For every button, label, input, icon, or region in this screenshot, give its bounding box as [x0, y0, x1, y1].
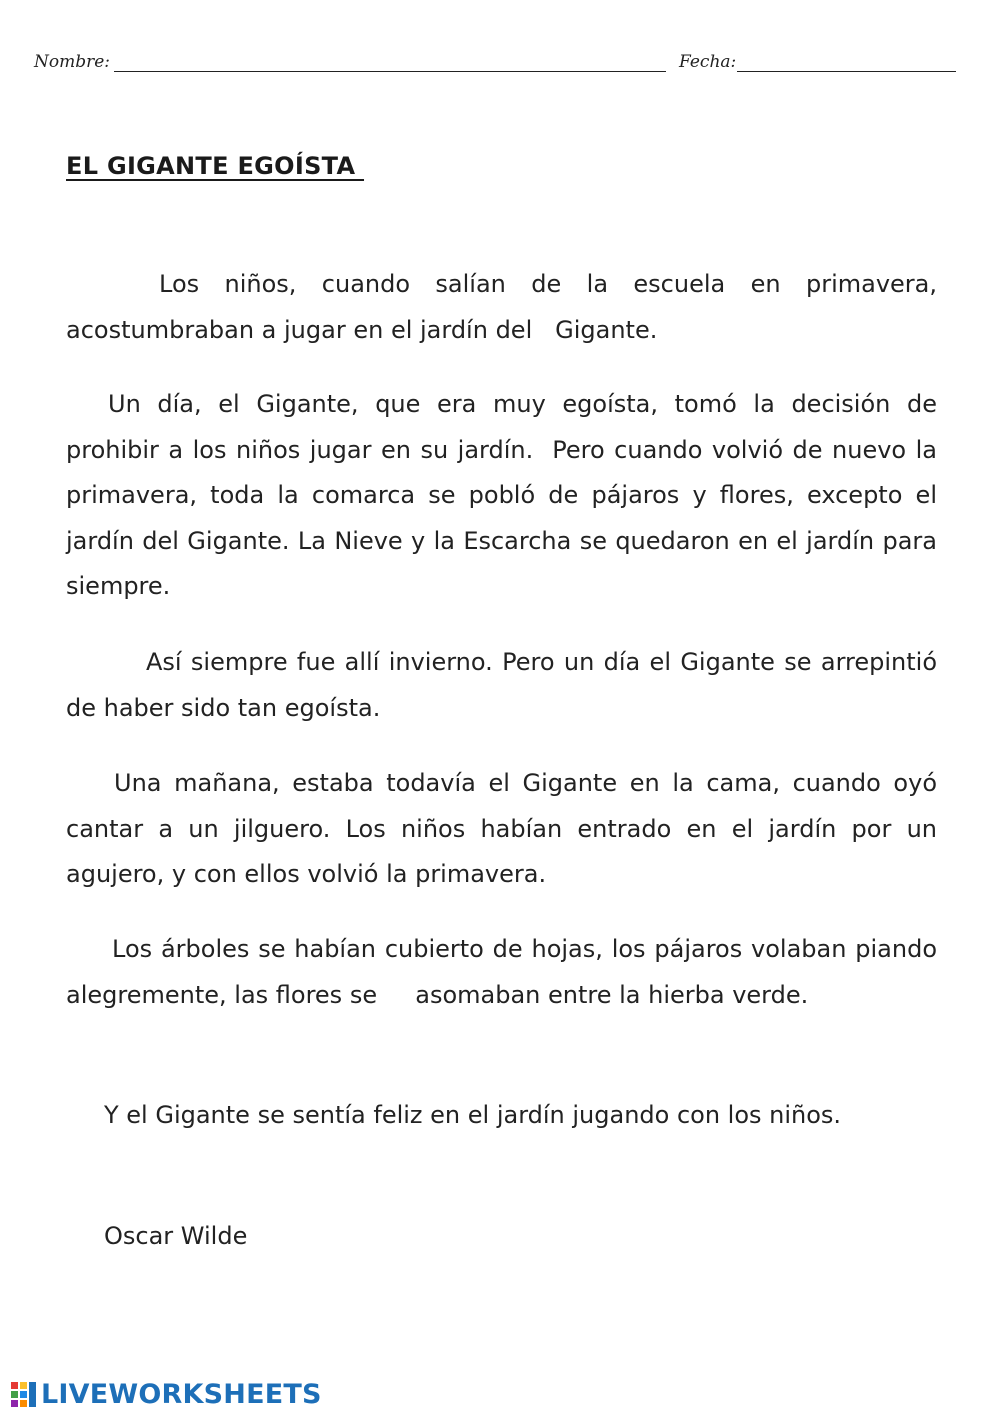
story-paragraph-4: Una mañana, estaba todavía el Gigante en la cama, cuando oyó cantar a un jilguero. Los niños habían entrado en el jardín por un agujero, y con ellos volvió la primavera.	[66, 769, 945, 888]
name-label: Nombre:	[34, 52, 111, 72]
story-paragraph-2: Un día, el Gigante, que era muy egoísta, tomó la decisión de prohibir a los niños jugar en su jardín. Pero cuando volvió de nuevo la primavera, toda la comarca se pobló de pájaros y flores, excepto el jardín del Gigante. La Nieve y la Escarcha se quedaron en el jardín para siempre.	[66, 390, 945, 600]
story-paragraph-1: Los niños, cuando salían de la escuela en primavera, acostumbraban a jugar en el jardín del Gigante.	[66, 270, 945, 344]
author-name: Oscar Wilde	[104, 1222, 248, 1250]
story-paragraph-5: Los árboles se habían cubierto de hojas, los pájaros volaban piando alegremente, las flores se asomaban entre la hierba verde.	[66, 935, 945, 1009]
date-field-line[interactable]	[737, 71, 956, 72]
story-paragraph-3: Así siempre fue allí invierno. Pero un día el Gigante se arrepintió de haber sido tan egoísta.	[66, 648, 945, 722]
liveworksheets-logo-icon	[10, 1380, 38, 1408]
story-paragraph-6: Y el Gigante se sentía feliz en el jardín jugando con los niños.	[104, 1101, 842, 1129]
worksheet-header	[34, 46, 956, 76]
liveworksheets-logo-text: LIVEWORKSHEETS	[41, 1378, 322, 1410]
story-title: EL GIGANTE EGOÍSTA	[66, 152, 365, 180]
date-label: Fecha:	[679, 52, 737, 72]
liveworksheets-logo[interactable]	[10, 1378, 322, 1410]
name-field-line[interactable]	[114, 71, 666, 72]
